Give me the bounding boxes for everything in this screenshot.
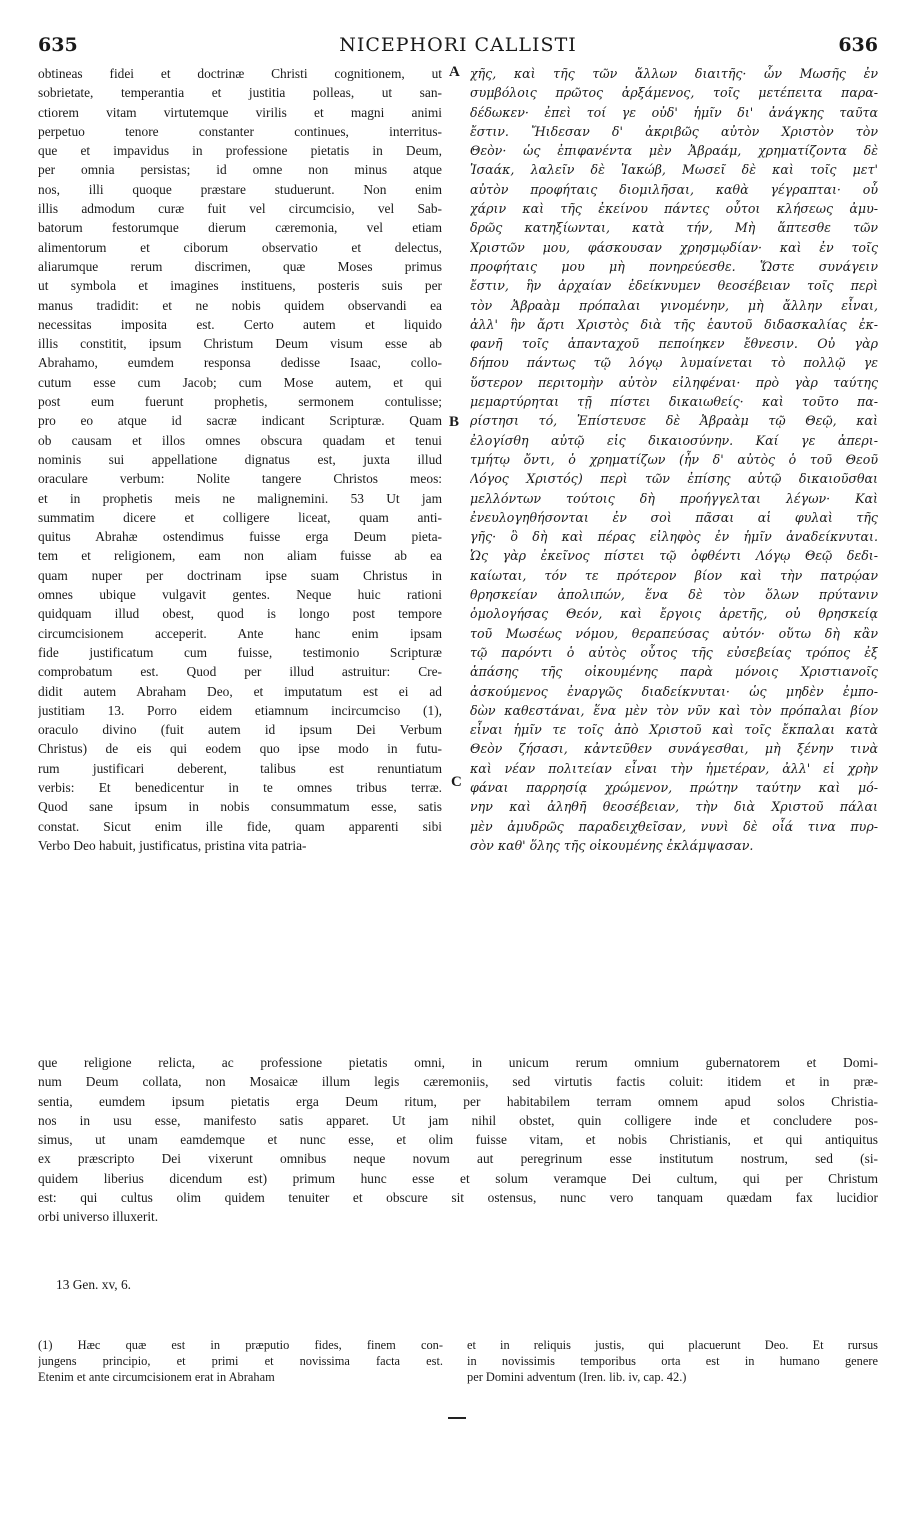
text-line: καίωται, τόν τε πρότερον βίον καὶ τὴν πατρῴαν xyxy=(470,567,878,583)
text-line: γῆς· ὃ δὴ καὶ πέρας εἰληφὸς ἐν ἡμῖν ἀναδείκνυται. xyxy=(470,529,878,545)
scripture-reference: 13 Gen. xv, 6. xyxy=(56,1277,132,1292)
text-line: τῷ παρόντι ὁ αὐτὸς οὗτος τῆς εὐσεβείας τρόπος ἐξ xyxy=(470,644,878,660)
text-line: Abrahamo, eumdem responsa dedisse Isaac, collo- xyxy=(38,355,442,371)
text-line: ἐνευλογηθήσονται ἐν σοὶ πᾶσαι αἱ φυλαὶ τῆς xyxy=(470,509,878,525)
running-title: NICEPHORI CALLISTI xyxy=(339,34,577,56)
text-line: ἔστιν, ἣν ἀρχαίαν ἐδείκνυμεν θεοσέβειαν τοῖς περὶ xyxy=(470,278,878,294)
text-line: num Deum collata, non Mosaicæ illum legis cæremoniis, sed virtutis factis coluit: itidem et in præ- xyxy=(38,1074,878,1090)
text-line: καὶ νέαν πολιτείαν εἶναι τὴν ἡμετέραν, ἀλλ' εἰ χρὴν xyxy=(470,760,878,776)
text-line: jungens principio, et primi et novissima facta est. xyxy=(38,1353,443,1368)
text-line: νην καὶ ἀληθῆ θεοσέβειαν, τὴν διὰ Χριστοῦ πάλαι xyxy=(470,799,878,815)
text-line: simus, ut unam eamdemque et nunc esse, et olim fuisse vitam, et nobis Christianis, et qui antiquitus xyxy=(38,1132,878,1148)
text-line: χῆς, καὶ τῆς τῶν ἄλλων διαιτῆς· ὧν Μωσῆς ἐν xyxy=(470,66,878,81)
page-end-rule xyxy=(448,1417,466,1419)
text-line: τμήτῳ ὄντι, ὁ χρηματίζων (ἦν δ' αὐτὸς ὁ τοῦ Θεοῦ xyxy=(470,451,878,467)
text-line: illis admodum curæ fuit vel circumcisio, vel Sab- xyxy=(38,201,442,217)
text-line: oraculare verbum: Nolite tangere Christos meos: xyxy=(38,471,442,487)
text-line: Χριστῶν μου, φάσκουσαν χρησμῳδίαν· καὶ ἐν τοῖς xyxy=(470,239,878,255)
greek-column xyxy=(470,64,878,855)
text-line: nominis sui appellatione dignatus est, juxta illud xyxy=(38,451,442,467)
text-line: constat. Sicut enim ille fide, quam apparenti sibi xyxy=(38,818,442,834)
text-line: Θεὸν ζήσασι, κἀντεῦθεν συνάγεσθαι, μὴ ξένην τινὰ xyxy=(470,741,878,757)
text-line: ἐλογίσθη αὐτῷ εἰς δικαιοσύνην. Καί γε ἀπερι- xyxy=(470,432,878,448)
text-line: oraculo divino (fuit autem id ipsum Dei Verbum xyxy=(38,722,442,738)
text-line: ἁπάσης τῆς οἰκουμένης παρὰ μόνοις Χριστιανοῖς xyxy=(470,664,878,680)
text-line: τὸν Ἀβραὰμ πρόπαλαι γινομένην, μὴ ἄλλην εἶναι, xyxy=(470,297,878,313)
text-line: sobrietate, temperantia et justitia polleas, ut san- xyxy=(38,85,442,101)
margin-marker-c: C xyxy=(451,774,462,790)
text-line: per Domini adventum (Iren. lib. iv, cap. 42.) xyxy=(467,1369,687,1384)
text-line: quidem liberius dicendum est) primum hunc esse et solum veramque Dei cultum, qui per Christum xyxy=(38,1170,878,1186)
text-line: θρησκείαν ἀπολιπών, ἕνα δὲ τὸν ὅλων πρύτανιν xyxy=(470,587,878,603)
text-line: est: qui cultus olim quidem tenuiter et obscure sit ostensus, nunc vero tanquam quædam fax lucidior xyxy=(38,1190,878,1206)
text-line: obtineas fidei et doctrinæ Christi cognitionem, ut xyxy=(38,66,442,81)
text-line: et in reliquis justis, qui placuerunt Deo. Et rursus xyxy=(467,1338,878,1352)
text-line: rum justificari deberent, talibus est renuntiatum xyxy=(38,760,442,776)
text-line: tem et religionem, eam non aliam fuisse ab ea xyxy=(38,548,442,564)
latin-column xyxy=(38,64,442,855)
text-line: Ἰσαάκ, λαλεῖν δὲ Ἰακώβ, Μωσεῖ δὲ καὶ τοῖς μετ' xyxy=(470,162,878,178)
text-line: aliarumque rerum discrimen, quæ Moses primus xyxy=(38,258,442,274)
text-line: ob causam et illos omnes obscura quadam et tenui xyxy=(38,432,442,448)
text-line: ex præscripto Dei vixerunt omnibus neque novum aut peregrinum esse institutum nostrum, sed (si- xyxy=(38,1151,878,1167)
text-line: justitiam 13. Porro eidem etiamnum incircumciso (1), xyxy=(38,702,442,718)
footnote-right xyxy=(467,1338,878,1385)
text-line: δήπου πάντως τῷ λόγῳ λυμαίνεται τὸ πολλῷ γε xyxy=(470,355,878,371)
text-line: ρίστησι τό, Ἐπίστευσε δὲ Ἀβραὰμ τῷ Θεῷ, καὶ xyxy=(470,413,878,429)
text-line: orbi universo illuxerit. xyxy=(38,1209,159,1225)
text-line: que et impavidus in professione pietatis in Deum, xyxy=(38,143,442,159)
text-line: Christus) de eis qui eodem quo ipse modo in futu- xyxy=(38,741,442,757)
text-line: χάριν καὶ τῆς ἐκείνου πάντες οὗτοι κλήσεως ἀμυ- xyxy=(470,201,878,217)
text-line: συμβόλοις πρῶτος ἀρξάμενος, τοῖς μετέπειτα παρα- xyxy=(470,85,878,101)
text-line: προφήταις μου μὴ πονηρεύεσθε. Ὥστε συνάγειν xyxy=(470,258,878,274)
text-line: μὲν ἀμυδρῶς παραδειχθεῖσαν, νυνὶ δὲ οἷά τινα πυρ- xyxy=(470,818,878,834)
text-line: quidquam illud obest, quod is longo post tempore xyxy=(38,606,442,622)
text-line: αὐτὸν προφήταις διομιλῆσαι, καθὰ γέγραπται· οὗ xyxy=(470,181,878,197)
text-line: post eum fuerunt prophetis, sermonem contulisse; xyxy=(38,394,442,410)
text-line: ὕστερον περιτομὴν αὐτὸν εἰληφέναι· πρὸ γὰρ ταύτης xyxy=(470,374,878,390)
page-number-right: 636 xyxy=(838,34,878,56)
text-line: ἀσκούμενος ἐναργῶς διαδείκνυται· ὡς μηδὲν ἐμπο- xyxy=(470,683,878,699)
text-line: ctiorem vitam virtutemque virilis et magni animi xyxy=(38,104,442,120)
footnote-left xyxy=(38,1338,443,1385)
page-header xyxy=(38,34,878,64)
text-line: ὁμολογήσας Θεόν, καὶ ἔργοις ἀρετῆς, οὐ θρησκείᾳ xyxy=(470,606,878,622)
text-line: quam nuper per doctrinam ipse suam Christus in xyxy=(38,567,442,583)
page-number-left: 635 xyxy=(38,34,78,56)
text-line: τοῦ Μωσέως νόμου, θεραπεύσας αὐτόν· οὕτω δὴ κἂν xyxy=(470,625,878,641)
text-line: Verbo Deo habuit, justificatus, pristina vita patria- xyxy=(38,837,307,853)
text-line: per omnia persistas; id omne non minus atque xyxy=(38,162,442,178)
text-line: omnes ubique vulgavit gentes. Neque huic rationi xyxy=(38,587,442,603)
text-line: que religione relicta, ac professione pietatis omni, in unicum rerum omnium gubernatorem et Domi- xyxy=(38,1055,878,1070)
margin-marker-b: B xyxy=(449,414,460,430)
text-line: perpetuo tenore constanter continues, interritus- xyxy=(38,123,442,139)
text-line: Ὡς γὰρ ἐκεῖνος πίστει τῷ ὀφθέντι Λόγῳ Θεῷ δεδι- xyxy=(470,548,878,564)
text-line: φανῆ τοῖς ἁπανταχοῦ πεποίηκεν ἔθνεσιν. Οὐ γὰρ xyxy=(470,336,878,352)
text-line: δὼν καθεστάναι, ἕνα μὲν τὸν νῦν καὶ τὸν πρόπαλαι βίον xyxy=(470,702,878,718)
text-line: Λόγος Χριστός) περὶ τῶν ἐπίσης αὐτῷ δικαιοῦσθαι xyxy=(470,471,878,487)
text-line: ἔστιν. Ἤιδεσαν δ' ἀκριβῶς αὐτὸν Χριστὸν τὸν xyxy=(470,123,878,139)
full-width-text xyxy=(38,1053,878,1227)
text-line: δέδωκεν· ἐπεὶ τοί γε οὐδ' ἡμῖν δι' ἀνάγκης ταῦτα xyxy=(470,104,878,120)
text-line: ἀλλ' ἣν ἄρτι Χριστὸς διὰ τῆς ἑαυτοῦ διδασκαλίας ἐκ- xyxy=(470,316,878,332)
text-line: (1) Hæc quæ est in præputio fides, finem con- xyxy=(38,1338,443,1352)
text-line: cutum esse cum Jacob; cum Mose autem, et qui xyxy=(38,374,442,390)
margin-marker-a: A xyxy=(449,64,460,80)
text-line: circumcisionem acceperit. Ante hanc enim ipsam xyxy=(38,625,442,641)
text-line: σὸν καθ' ὅλης τῆς οἰκουμένης ἐκλάμψασαν. xyxy=(470,837,754,853)
text-line: Θεὸν· ὡς ἐπιφανέντα μὲν Ἀβραάμ, χρηματίζοντα δὲ xyxy=(470,143,878,159)
text-line: φάναι παρρησίᾳ χρώμενον, πρώτην ταύτην καὶ μό- xyxy=(470,779,878,795)
text-line: δρῶς κατηξίωνται, κατὰ τήν, Μὴ ἅπτεσθε τῶν xyxy=(470,220,878,236)
text-line: didit autem Abraham Deo, et imputatum est ei ad xyxy=(38,683,442,699)
text-line: sentia, eumdem ipsum pietatis erga Deum ritum, per habitabilem terram omnem apud solos Christia- xyxy=(38,1093,878,1109)
text-line: comprobatum est. Quod per illud astruitur: Cre- xyxy=(38,664,442,680)
text-line: quitus Abrahæ ostendimus fuisse erga Deum pieta- xyxy=(38,529,442,545)
text-line: pro eo atque id sacræ indicant Scripturæ. Quam xyxy=(38,413,442,429)
text-line: nos, illi quoque præstare studuerunt. Non enim xyxy=(38,181,442,197)
text-line: Etenim et ante circumcisionem erat in Abraham xyxy=(38,1369,275,1384)
text-line: fide justificatum cum fuisse, testimonio Scripturæ xyxy=(38,644,442,660)
text-line: nos in usu esse, manifesto satis apparet. Ut jam nihil obstet, quin colligere inde et concludere pos- xyxy=(38,1112,878,1128)
text-line: illis constitit, ipsum Christum Deum visum esse ab xyxy=(38,336,442,352)
text-line: μελλόντων τούτοις δὴ προήγγελται λέγων· Καὶ xyxy=(470,490,878,506)
text-line: μεμαρτύρηται τῇ πίστει δικαιωθείς· καὶ τοῦτο πα- xyxy=(470,394,878,410)
text-line: in novissimis temporibus orta est in humano genere xyxy=(467,1353,878,1368)
text-line: manus tradidit: et ne nobis quidem observandi ea xyxy=(38,297,442,313)
text-line: summatim dicere et colligere liceat, quam anti- xyxy=(38,509,442,525)
text-line: alimentorum et ciborum observatio et delectus, xyxy=(38,239,442,255)
text-line: ut symbola et imagines instituens, posteris suis per xyxy=(38,278,442,294)
text-line: verbis: Et benedicentur in te omnes tribus terræ. xyxy=(38,779,442,795)
text-line: necessitas imposita est. Certo autem et liquido xyxy=(38,316,442,332)
text-line: εἶναι ἡμῖν τε τοῖς ἀπὸ Χριστοῦ καὶ τοῖς ἔκπαλαι κατὰ xyxy=(470,722,878,738)
text-line: Quod sane ipsum in nobis consummatum esse, satis xyxy=(38,799,442,815)
text-line: batorum festorumque dierum cæremonia, vel etiam xyxy=(38,220,442,236)
text-line: et in prophetis meis ne malignemini. 53 Ut jam xyxy=(38,490,442,506)
